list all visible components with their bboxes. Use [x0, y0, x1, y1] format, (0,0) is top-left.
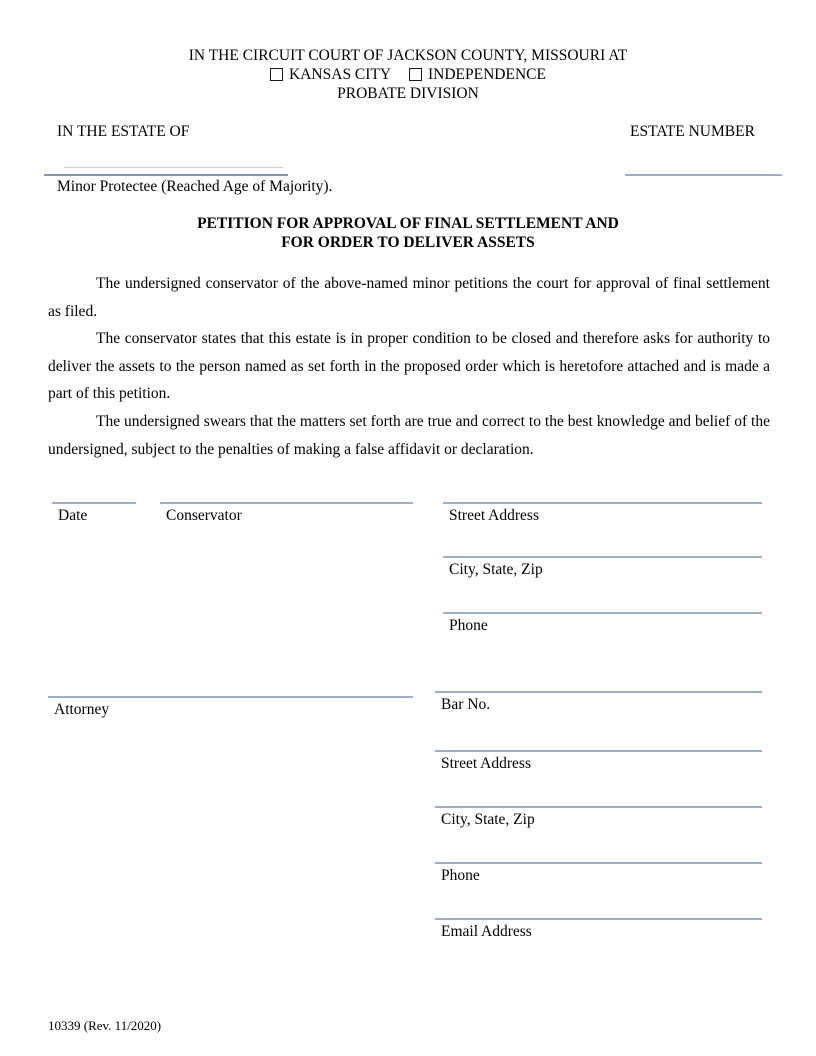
independence-label: INDEPENDENCE	[427, 66, 546, 83]
document-title-line2: FOR ORDER TO DELIVER ASSETS	[281, 233, 535, 251]
attorney-phone-label: Phone	[441, 867, 480, 884]
conservator-phone-field-group	[443, 612, 762, 635]
conservator-city-field-group	[443, 556, 762, 579]
form-number-footer: 10339 (Rev. 11/2020)	[48, 1018, 162, 1033]
estate-number-field[interactable]	[625, 174, 782, 176]
kansas-city-option[interactable]	[270, 65, 391, 84]
conservator-street-field-group	[443, 502, 762, 525]
attorney-phone-field-group	[435, 862, 762, 885]
estate-number-label: ESTATE NUMBER	[630, 123, 755, 140]
estate-name-field[interactable]	[44, 174, 288, 176]
conservator-field-group	[160, 502, 413, 525]
document-title	[0, 215, 816, 252]
attorney-city-state-zip-label: City, State, Zip	[441, 811, 535, 828]
independence-checkbox[interactable]	[409, 68, 422, 81]
court-title: IN THE CIRCUIT COURT OF JACKSON COUNTY, MISSOURI AT	[188, 47, 628, 64]
body-paragraph-3: The undersigned swears that the matters set forth are true and correct to the best knowledge and belief of the undersigned, subject to the penalties of making a false affidavit or declaration.	[48, 412, 770, 458]
protectee-label: Minor Protectee (Reached Age of Majority).	[57, 178, 333, 195]
body-paragraph-1: The undersigned conservator of the above-named minor petitions the court for approval of final settlement as filed.	[48, 275, 770, 320]
attorney-city-field-group	[435, 806, 762, 829]
court-header	[0, 46, 816, 103]
document-title-line1: PETITION FOR APPROVAL OF FINAL SETTLEMENT AND	[197, 215, 619, 232]
date-field-group	[52, 502, 136, 525]
bar-no-label: Bar No.	[441, 696, 491, 713]
petition-body	[48, 270, 770, 463]
conservator-city-state-zip-label: City, State, Zip	[449, 561, 543, 578]
attorney-email-label: Email Address	[441, 923, 532, 940]
attorney-street-field-group	[435, 750, 762, 773]
court-location-options	[0, 65, 816, 84]
attorney-label: Attorney	[54, 701, 110, 718]
attorney-street-address-label: Street Address	[441, 755, 531, 772]
date-label: Date	[58, 507, 88, 524]
independence-option[interactable]	[409, 65, 546, 84]
division-title: PROBATE DIVISION	[337, 85, 479, 102]
bar-no-field-group	[435, 691, 762, 714]
estate-name-underline-top	[64, 167, 283, 168]
conservator-label: Conservator	[166, 507, 242, 524]
estate-of-label: IN THE ESTATE OF	[57, 123, 190, 140]
kansas-city-label: KANSAS CITY	[289, 66, 392, 83]
conservator-phone-label: Phone	[449, 617, 488, 634]
conservator-street-address-label: Street Address	[449, 507, 539, 524]
attorney-email-field-group	[435, 918, 762, 941]
kansas-city-checkbox[interactable]	[270, 68, 283, 81]
attorney-field-group	[48, 696, 413, 719]
body-paragraph-2: The conservator states that this estate is in proper condition to be closed and therefore asks for authority to deliver the assets to the person named as set forth in the proposed order which is heretofore attached and is made a part of this petition.	[48, 330, 770, 403]
